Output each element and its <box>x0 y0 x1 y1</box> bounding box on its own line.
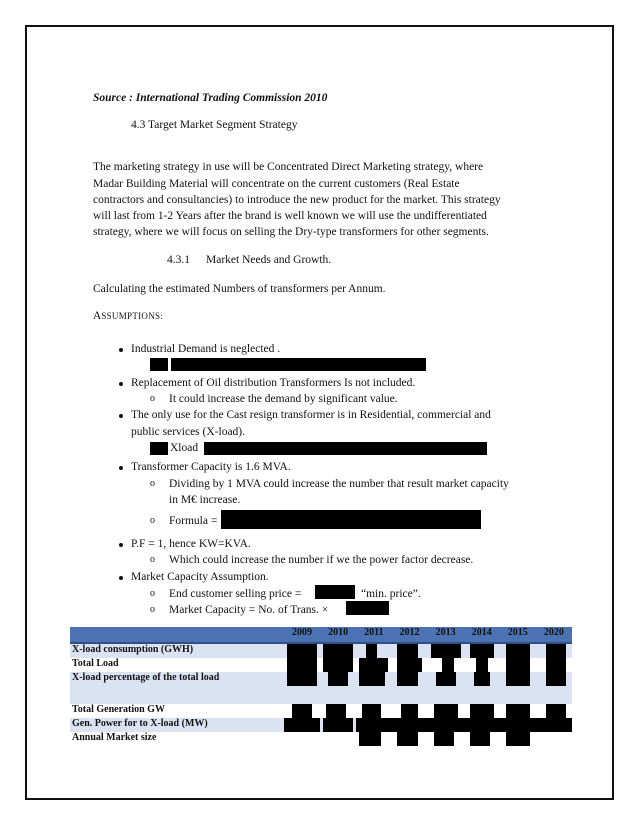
paragraph-line: contractors and consultancies) to introduce the new product for the market. This strategy <box>93 194 501 206</box>
redacted-cell <box>356 704 391 718</box>
redaction-box <box>204 442 487 455</box>
redaction-box <box>292 704 312 718</box>
year-header: 2012 <box>391 627 427 643</box>
sub-bullet-marker: o <box>150 393 155 404</box>
redacted-cell <box>320 672 356 704</box>
sub-bullet-text: Which could increase the number if we the power factor decrease. <box>169 554 474 566</box>
redaction-box <box>287 644 317 658</box>
redaction-box <box>442 658 454 672</box>
redaction-box <box>506 732 530 746</box>
redacted-cell <box>391 672 427 704</box>
redaction-box <box>391 718 427 732</box>
redaction-box <box>474 672 490 686</box>
redaction-box <box>356 718 391 732</box>
table-row <box>70 658 572 672</box>
bullet-dot <box>119 348 123 352</box>
redacted-cell <box>428 704 464 718</box>
redaction-box <box>536 718 572 732</box>
source-line: Source : International Trading Commission 2010 <box>93 92 328 104</box>
redacted-cell <box>391 718 427 732</box>
redaction-box <box>434 704 458 718</box>
sub-bullet-marker: o <box>150 478 155 489</box>
redaction-box <box>366 644 377 658</box>
header-blank-cell <box>70 627 284 643</box>
redaction-box <box>287 658 317 672</box>
redaction-box <box>397 732 417 746</box>
redacted-cell <box>320 704 356 718</box>
redacted-cell <box>500 643 536 658</box>
formula-label: Formula = <box>169 515 218 527</box>
bullet-dot <box>119 543 123 547</box>
redacted-cell <box>391 704 427 718</box>
redaction-box <box>150 358 168 371</box>
bullet-dot <box>119 466 123 470</box>
sub-bullet-text: End customer selling price = <box>169 588 302 600</box>
redacted-cell <box>284 704 320 718</box>
year-header: 2014 <box>464 627 500 643</box>
redaction-box <box>323 718 353 732</box>
redacted-cell <box>500 732 536 746</box>
row-label: Total Generation GW <box>70 704 284 718</box>
redacted-cell <box>536 718 572 732</box>
redacted-cell <box>284 718 320 732</box>
redacted-cell <box>320 658 356 672</box>
redaction-box <box>464 718 500 732</box>
redacted-cell <box>284 643 320 658</box>
redaction-box <box>506 658 530 672</box>
bullet-text: P.F = 1, hence KW=KVA. <box>131 538 251 550</box>
redaction-box <box>470 644 494 658</box>
redacted-cell <box>428 672 464 704</box>
redacted-cell <box>320 643 356 658</box>
subsection-title: Market Needs and Growth. <box>206 254 332 266</box>
redacted-cell <box>500 704 536 718</box>
redaction-box <box>397 658 421 672</box>
table-row <box>70 732 572 746</box>
assumptions-rest: SSUMPTIONS: <box>101 311 164 321</box>
paragraph-line: will last from 1-2 Years after the brand is well known we will use the undifferentiated <box>93 210 487 222</box>
redacted-cell <box>284 672 320 704</box>
redacted-cell <box>536 658 572 672</box>
redacted-cell <box>464 718 500 732</box>
redacted-cell <box>356 718 391 732</box>
table-row <box>70 718 572 732</box>
redaction-box <box>287 672 317 686</box>
redaction-box <box>171 358 426 371</box>
redacted-cell <box>500 672 536 704</box>
redacted-cell <box>428 643 464 658</box>
calculation-line: Calculating the estimated Numbers of transformers per Annum. <box>93 283 386 295</box>
redaction-box <box>546 672 566 686</box>
assumptions-first-letter: A <box>93 310 102 322</box>
redacted-cell <box>464 658 500 672</box>
year-header: 2009 <box>284 627 320 643</box>
sub-bullet-marker: o <box>150 554 155 565</box>
redaction-box <box>323 658 353 672</box>
sub-bullet-text: in M€ increase. <box>169 494 241 506</box>
redacted-cell <box>391 658 427 672</box>
redaction-box <box>546 644 566 658</box>
empty-cell <box>284 732 320 746</box>
redaction-box <box>428 718 464 732</box>
redacted-cell <box>320 718 356 732</box>
table-header-row <box>70 627 572 643</box>
redaction-box <box>346 601 389 615</box>
redaction-box <box>284 718 320 732</box>
row-label: Total Load <box>70 658 284 672</box>
redacted-cell <box>356 732 391 746</box>
sub-bullet-text: Market Capacity = No. of Trans. × <box>169 604 329 616</box>
redacted-cell <box>536 643 572 658</box>
redaction-box <box>470 732 490 746</box>
bullet-dot <box>119 382 123 386</box>
redaction-box <box>546 658 566 672</box>
redaction-box <box>470 704 494 718</box>
redaction-box <box>323 644 353 658</box>
redaction-box <box>359 658 388 672</box>
bullet-text: Replacement of Oil distribution Transformers Is not included. <box>131 377 416 389</box>
redacted-cell <box>391 643 427 658</box>
redacted-cell <box>500 658 536 672</box>
redacted-cell <box>391 732 427 746</box>
bullet-dot <box>119 414 123 418</box>
redaction-box <box>362 704 381 718</box>
bullet-text: The only use for the Cast resign transformer is in Residential, commercial and <box>131 409 491 421</box>
redaction-box <box>476 658 488 672</box>
paragraph-line: strategy, where we will focus on selling the Dry-type transformers for other segments. <box>93 226 489 238</box>
redacted-cell <box>464 643 500 658</box>
sub-bullet-marker: o <box>150 604 155 615</box>
redaction-box <box>506 704 530 718</box>
bullet-text: public services (X-load). <box>131 426 246 438</box>
redacted-cell <box>356 643 391 658</box>
bullet-dot <box>119 576 123 580</box>
redacted-cell <box>464 732 500 746</box>
sub-bullet-marker: o <box>150 515 155 526</box>
row-label: X-load consumption (GWH) <box>70 643 284 658</box>
paragraph-line: The marketing strategy in use will be Concentrated Direct Marketing strategy, where <box>93 161 484 173</box>
redaction-box <box>359 672 385 686</box>
redaction-box <box>436 672 456 686</box>
redacted-cell <box>536 672 572 704</box>
xload-label: Xload <box>170 442 199 454</box>
empty-cell <box>320 732 356 746</box>
redaction-box <box>315 585 355 599</box>
table-row <box>70 704 572 718</box>
redaction-box <box>221 510 481 529</box>
subsection-number: 4.3.1 <box>167 254 190 266</box>
redacted-cell <box>464 704 500 718</box>
year-header: 2020 <box>536 627 572 643</box>
year-header: 2010 <box>320 627 356 643</box>
table-row <box>70 672 572 704</box>
year-header: 2013 <box>428 627 464 643</box>
redaction-box <box>500 718 536 732</box>
market-table <box>70 627 572 746</box>
redaction-box <box>397 644 417 658</box>
section-heading: 4.3 Target Market Segment Strategy <box>131 119 298 131</box>
row-label: Annual Market size <box>70 732 284 746</box>
redacted-cell <box>356 672 391 704</box>
sub-bullet-text: It could increase the demand by significant value. <box>169 393 398 405</box>
redaction-box <box>401 704 417 718</box>
redaction-box <box>150 442 168 455</box>
redacted-cell <box>500 718 536 732</box>
redacted-cell <box>284 658 320 672</box>
redaction-box <box>431 644 461 658</box>
redaction-box <box>359 732 381 746</box>
sub-bullet-marker: o <box>150 588 155 599</box>
redacted-cell <box>428 718 464 732</box>
paragraph-line: Madar Building Material will concentrate on the current customers (Real Estate <box>93 178 460 190</box>
year-header: 2011 <box>356 627 391 643</box>
redaction-box <box>506 644 530 658</box>
assumptions-heading <box>93 307 163 324</box>
redacted-cell <box>464 672 500 704</box>
sub-bullet-text: Dividing by 1 MVA could increase the number that result market capacity <box>169 478 509 490</box>
empty-cell <box>536 732 572 746</box>
redaction-box <box>397 672 417 686</box>
redacted-cell <box>428 732 464 746</box>
redaction-box <box>506 672 530 686</box>
bullet-text: Transformer Capacity is 1.6 MVA. <box>131 461 291 473</box>
redaction-box <box>546 704 566 718</box>
bullet-text: Industrial Demand is neglected . <box>131 343 281 355</box>
sub-bullet-text: “min. price”. <box>361 588 421 600</box>
year-header: 2015 <box>500 627 536 643</box>
redacted-cell <box>428 658 464 672</box>
bullet-text: Market Capacity Assumption. <box>131 571 269 583</box>
redacted-cell <box>536 704 572 718</box>
row-label: Gen. Power for to X-load (MW) <box>70 718 284 732</box>
redacted-cell <box>356 658 391 672</box>
redaction-box <box>328 672 348 686</box>
redaction-box <box>326 704 346 718</box>
table-row <box>70 643 572 658</box>
redaction-box <box>434 732 454 746</box>
row-label: X-load percentage of the total load <box>70 672 284 704</box>
